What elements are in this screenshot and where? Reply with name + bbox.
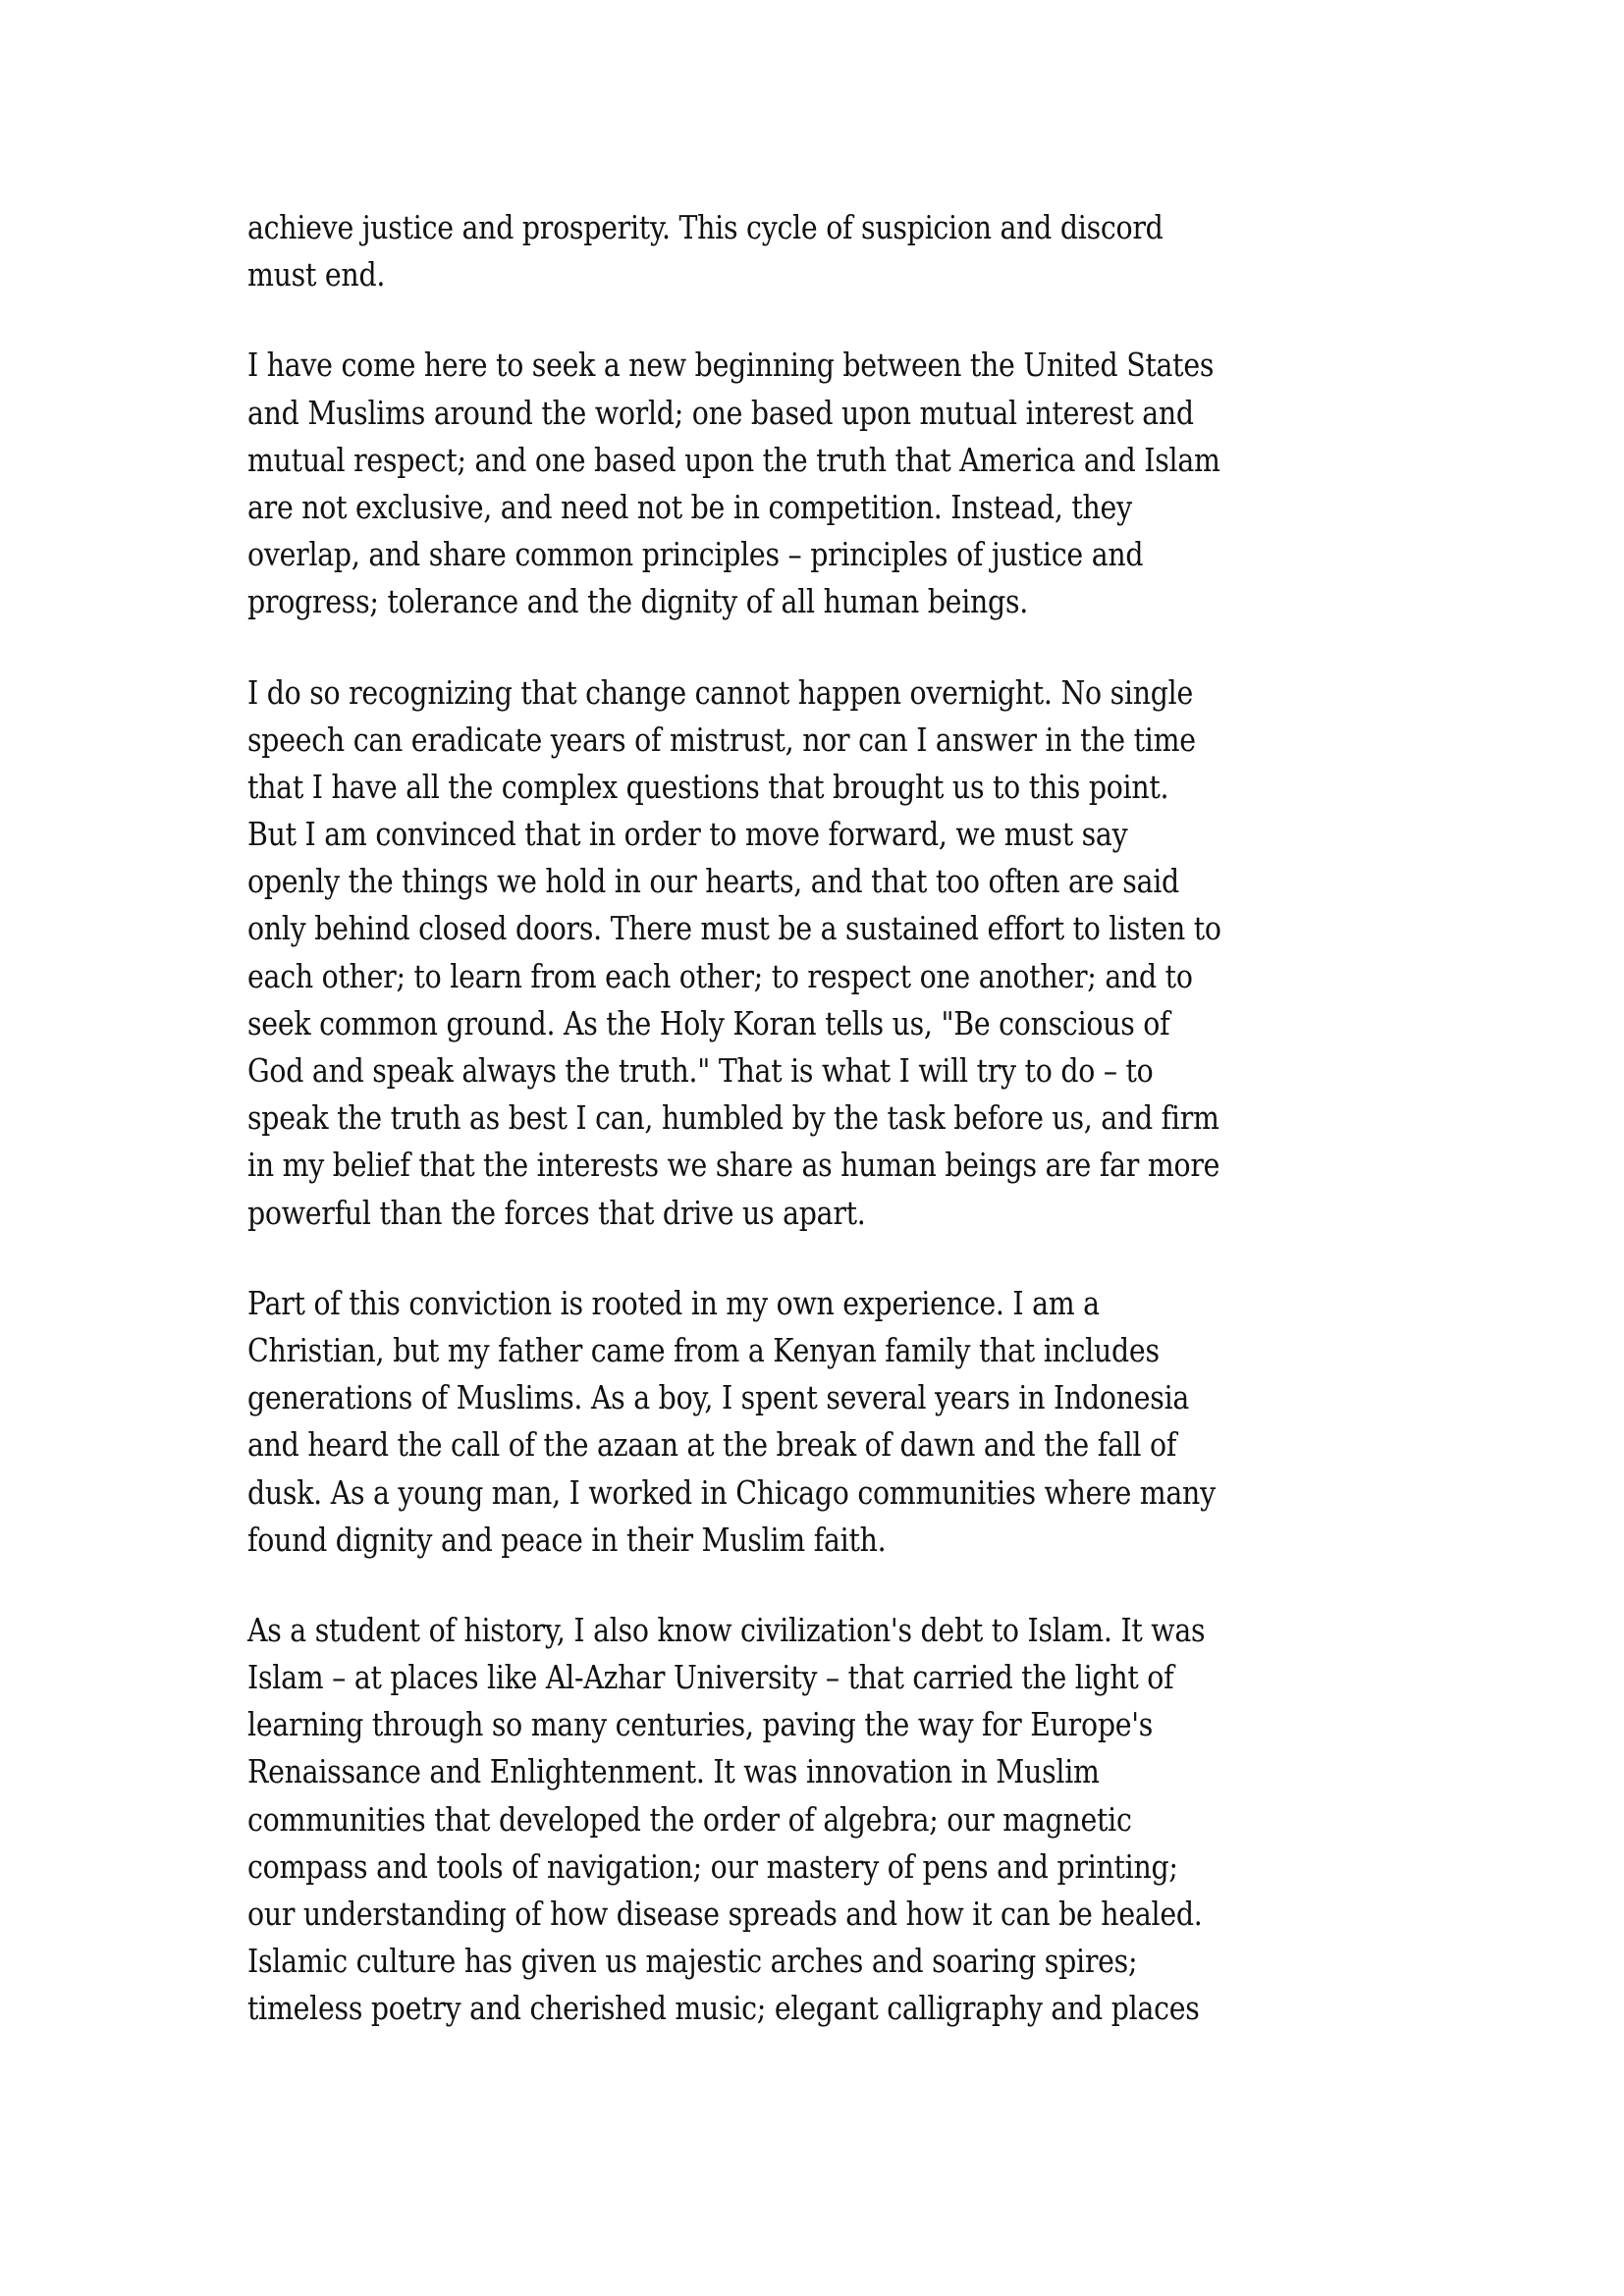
text-line: and Muslims around the world; one based upon mutual interest and bbox=[247, 393, 1194, 432]
text-line: found dignity and peace in their Muslim faith. bbox=[247, 1520, 887, 1559]
text-line: are not exclusive, and need not be in competition. Instead, they bbox=[247, 487, 1132, 526]
text-line: and heard the call of the azaan at the break of dawn and the fall of bbox=[247, 1425, 1177, 1465]
text-line: As a student of history, I also know civilization's debt to Islam. It was bbox=[247, 1610, 1206, 1649]
paragraph bbox=[247, 342, 1426, 625]
text-line: each other; to learn from each other; to respect one another; and to bbox=[247, 956, 1193, 995]
text-line: seek common ground. As the Holy Koran tells us, "Be conscious of bbox=[247, 1003, 1170, 1042]
text-line: speak the truth as best I can, humbled by the task before us, and firm bbox=[247, 1098, 1219, 1138]
text-line: achieve justice and prosperity. This cycle of suspicion and discord bbox=[247, 208, 1164, 246]
text-line: Islamic culture has given us majestic arches and soaring spires; bbox=[247, 1942, 1138, 1981]
text-line: dusk. As a young man, I worked in Chicago communities where many bbox=[247, 1472, 1216, 1512]
paragraph bbox=[247, 669, 1426, 1237]
text-line: learning through so many centuries, paving the way for Europe's bbox=[247, 1705, 1154, 1744]
text-line: compass and tools of navigation; our mastery of pens and printing; bbox=[247, 1846, 1178, 1886]
text-line: overlap, and share common principles – principles of justice and bbox=[247, 535, 1144, 574]
text-line: I do so recognizing that change cannot happen overnight. No single bbox=[247, 672, 1194, 712]
text-line: But I am convinced that in order to move forward, we must say bbox=[247, 815, 1128, 854]
text-line: speech can eradicate years of mistrust, nor can I answer in the time bbox=[247, 720, 1196, 759]
text-line: God and speak always the truth." That is what I will try to do – to bbox=[247, 1051, 1154, 1090]
text-line: Part of this conviction is rooted in my own experience. I am a bbox=[247, 1283, 1100, 1322]
text-line: must end. bbox=[247, 255, 386, 294]
text-line: only behind closed doors. There must be a sustained effort to listen to bbox=[247, 909, 1221, 948]
text-line: I have come here to seek a new beginning between the United States bbox=[247, 346, 1215, 385]
text-line: generations of Muslims. As a boy, I spent several years in Indonesia bbox=[247, 1378, 1190, 1417]
text-line: Christian, but my father came from a Kenyan family that includes bbox=[247, 1330, 1160, 1369]
text-line: Islam – at places like Al-Azhar University – that carried the light of bbox=[247, 1658, 1174, 1697]
document-page bbox=[247, 204, 1426, 2076]
text-line: mutual respect; and one based upon the truth that America and Islam bbox=[247, 440, 1220, 479]
paragraph bbox=[247, 204, 1426, 298]
paragraph bbox=[247, 1607, 1426, 2033]
text-line: progress; tolerance and the dignity of all human beings. bbox=[247, 582, 1029, 621]
text-line: our understanding of how disease spreads and how it can be healed. bbox=[247, 1895, 1203, 1933]
text-line: openly the things we hold in our hearts, and that too often are said bbox=[247, 862, 1179, 901]
paragraph bbox=[247, 1280, 1426, 1564]
text-line: in my belief that the interests we share as human beings are far more bbox=[247, 1146, 1220, 1185]
text-line: communities that developed the order of algebra; our magnetic bbox=[247, 1799, 1132, 1839]
text-line: powerful than the forces that drive us apart. bbox=[247, 1193, 866, 1232]
text-line: that I have all the complex questions that brought us to this point. bbox=[247, 767, 1169, 806]
text-line: Renaissance and Enlightenment. It was innovation in Muslim bbox=[247, 1752, 1100, 1791]
text-line: timeless poetry and cherished music; elegant calligraphy and places bbox=[247, 1989, 1200, 2028]
